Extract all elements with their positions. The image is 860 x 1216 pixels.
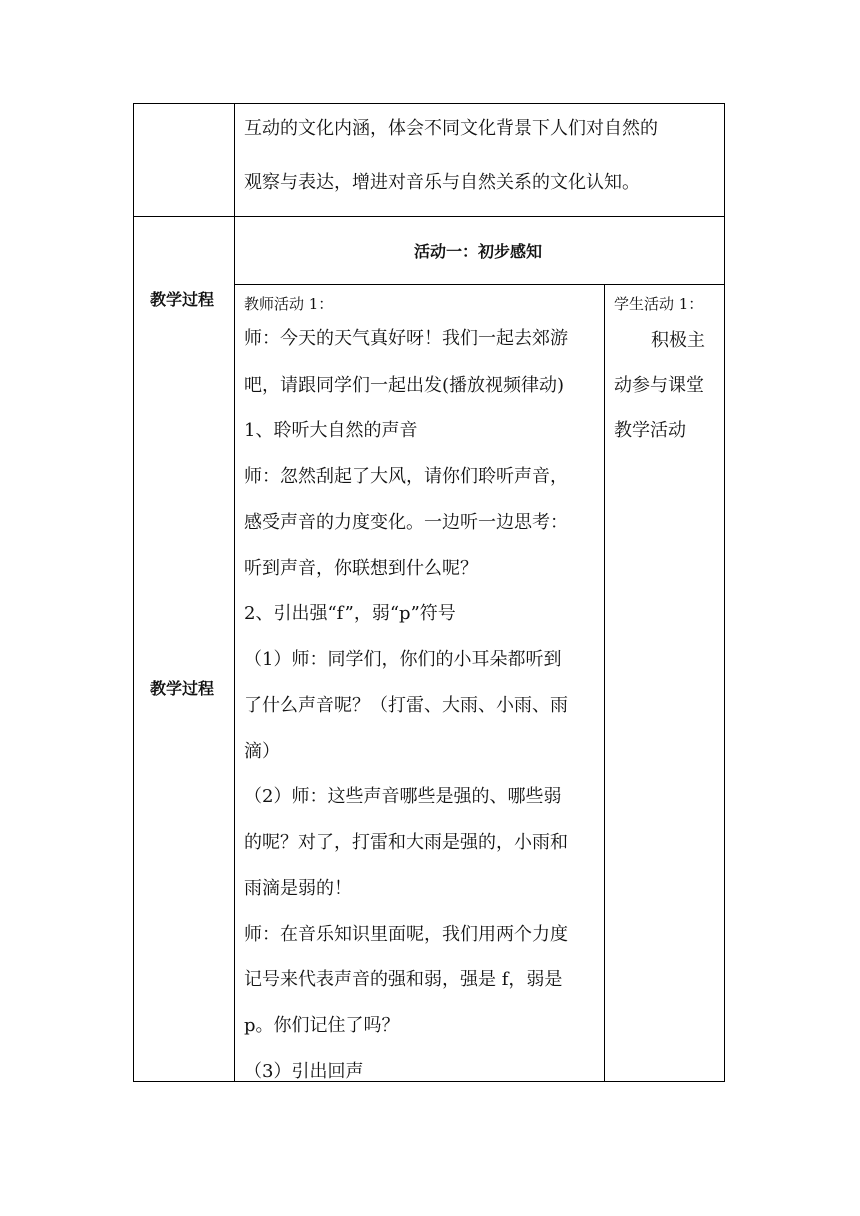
table-border-left <box>133 103 134 1082</box>
activity-header: 活动一：初步感知 <box>414 242 543 261</box>
teacher-line: 听到声音，你联想到什么呢？ <box>244 558 478 579</box>
student-heading: 学生活动 1： <box>614 295 704 313</box>
teacher-line: 师：忽然刮起了大风，请你们聆听声音， <box>244 466 568 487</box>
student-line: 积极主 <box>651 330 705 351</box>
teacher-line: 师：今天的天气真好呀！我们一起去郊游 <box>244 328 568 349</box>
teacher-line: 雨滴是弱的！ <box>244 878 352 899</box>
top-row-line: 观察与表达，增进对音乐与自然关系的文化认知。 <box>244 172 640 193</box>
student-line: 动参与课堂 <box>614 375 704 396</box>
teacher-line: 师：在音乐知识里面呢，我们用两个力度 <box>244 924 568 945</box>
teacher-line: 滴） <box>244 741 280 762</box>
left-label-top: 教学过程 <box>150 290 215 309</box>
teacher-line: （1）师：同学们，你们的小耳朵都听到 <box>244 649 562 670</box>
table-border-col2 <box>604 284 605 1082</box>
teacher-line: 了什么声音呢？（打雷、大雨、小雨、雨 <box>244 695 568 716</box>
teacher-line: 2、引出强“f”，弱“p”符号 <box>244 603 456 624</box>
teacher-line: （3）引出回声 <box>244 1061 364 1082</box>
teacher-line: （2）师：这些声音哪些是强的、哪些弱 <box>244 786 562 807</box>
table-border-top <box>133 103 725 104</box>
teacher-line: 的呢？对了，打雷和大雨是强的，小雨和 <box>244 832 568 853</box>
teacher-line: 吧，请跟同学们一起出发(播放视频律动) <box>244 375 565 396</box>
table-border-right <box>724 103 725 1082</box>
teacher-line: p。你们记住了吗？ <box>244 1015 400 1036</box>
teacher-line: 记号来代表声音的强和弱，强是 f，弱是 <box>244 969 563 990</box>
table-border-row1 <box>133 216 725 217</box>
top-row-line: 互动的文化内涵，体会不同文化背景下人们对自然的 <box>244 118 658 139</box>
table-border-col1 <box>234 103 235 1082</box>
table-border-activity-header <box>234 284 725 285</box>
left-label-middle: 教学过程 <box>150 679 215 698</box>
table-border-bottom <box>133 1081 725 1082</box>
teacher-line: 感受声音的力度变化。一边听一边思考： <box>244 512 568 533</box>
teacher-line: 1、聆听大自然的声音 <box>244 420 418 441</box>
student-line: 教学活动 <box>614 420 686 441</box>
teacher-heading: 教师活动 1： <box>244 295 334 313</box>
top-row-text <box>244 111 658 201</box>
